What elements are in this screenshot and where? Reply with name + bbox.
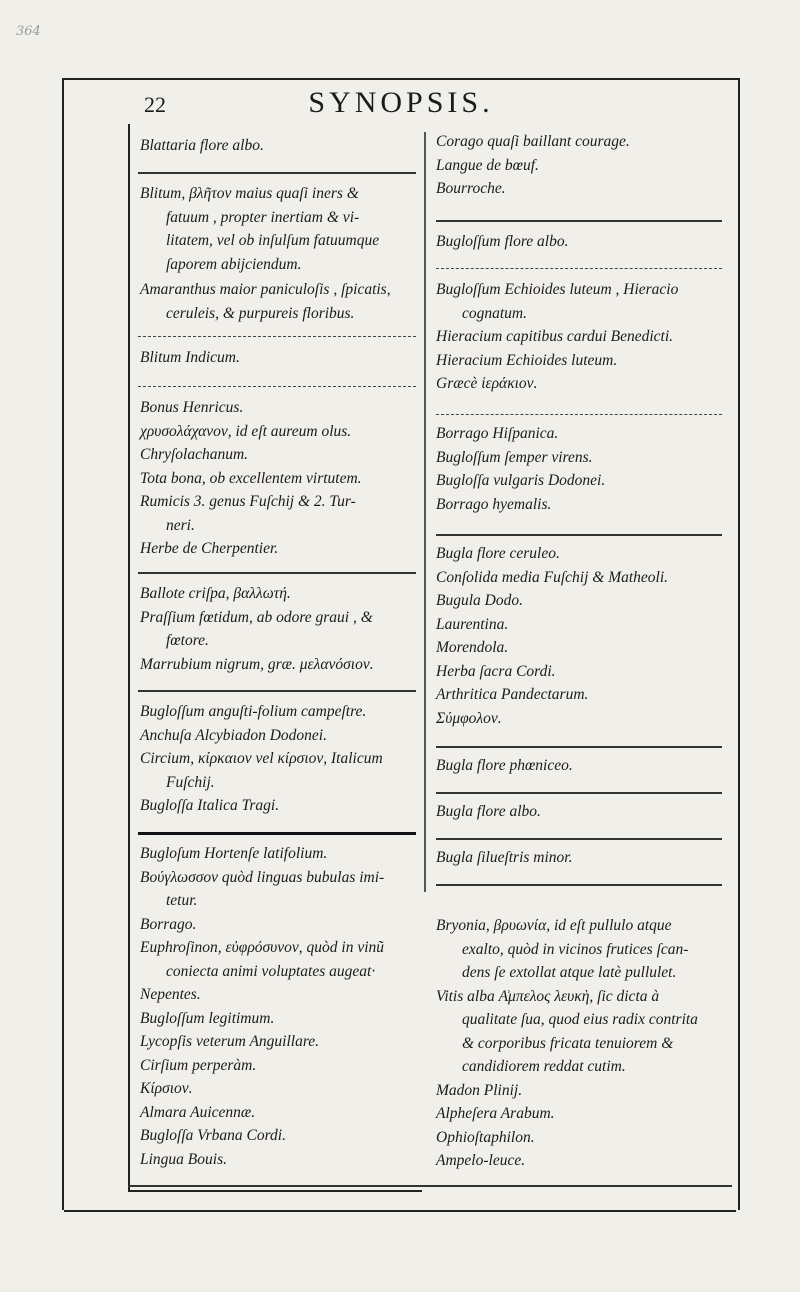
text-line: Bryonia, βρυωνία, id eſt pullulo atque — [436, 917, 672, 934]
page-frame — [62, 78, 740, 1210]
entry-bugla-silvestris — [436, 846, 728, 870]
page-bottom-rule — [64, 1210, 736, 1212]
text-line: Græcè ἱεράκιον. — [436, 375, 538, 392]
margin-note: 364 — [16, 24, 41, 39]
entry-rule — [436, 534, 722, 536]
entry-blattaria — [140, 134, 422, 158]
entry-buglossum-echioides — [436, 278, 728, 396]
entry-rule — [138, 172, 416, 174]
entry-rule — [436, 884, 722, 886]
text-line: Bugla flore phœniceo. — [436, 757, 573, 774]
text-line: coniecta animi voluptates augeat· — [166, 962, 376, 980]
text-line: Euphroſinon, εὐφρόσυνον, quòd in vinũ — [140, 939, 385, 956]
text-line: candidiorem reddat cutim. — [462, 1058, 626, 1075]
entry-blitum — [140, 182, 422, 276]
entry-amaranthus — [140, 278, 422, 325]
page-number: 22 — [144, 92, 166, 117]
text-line: fatuum , propter inertiam & vi- — [166, 208, 360, 226]
text-line: Vitis alba Α͗μπελος λευκὴ, ſic dicta à — [436, 987, 660, 1005]
text-line: Blitum, βλῆτον maius quaſi iners & — [140, 185, 359, 202]
entry-blitum-indicum — [140, 346, 422, 370]
text-line: Cirſium perperàm. — [140, 1056, 257, 1074]
text-line: fœtore. — [166, 632, 209, 649]
entry-bonus-henricus — [140, 396, 422, 561]
text-line: Bugla flore ceruleo. — [436, 545, 560, 562]
text-line: ſaporem abijciendum. — [166, 255, 302, 273]
entry-corago — [436, 130, 728, 201]
text-line: litatem, vel ob inſulſum fatuumque — [166, 232, 380, 249]
text-line: Bonus Henricus. — [140, 399, 244, 416]
text-line: Laurentina. — [436, 615, 509, 633]
text-line: Bugla ſilueſtris minor. — [436, 849, 573, 866]
text-line: Praſſium fœtidum, ab odore graui , & — [140, 608, 373, 626]
column-divider — [424, 132, 426, 892]
text-line: tetur. — [166, 892, 198, 909]
text-line: Bugloſſa Vrbana Cordi. — [140, 1127, 286, 1144]
text-line: Corago quaſi baillant courage. — [436, 133, 630, 150]
text-line: Borrago Hiſpanica. — [436, 425, 559, 442]
entry-rule — [138, 386, 416, 387]
bottom-rule — [128, 1185, 732, 1187]
text-line: Lingua Bouis. — [140, 1150, 227, 1168]
text-line: Ballote criſpa, βαλλωτή. — [140, 585, 291, 602]
page-header — [64, 86, 738, 124]
text-line: Herba ſacra Cordi. — [436, 662, 556, 680]
text-line: Almara Auicennæ. — [140, 1103, 256, 1121]
entry-buglossum-angustifolium — [140, 700, 422, 818]
text-line: Tota bona, ob excellentem virtutem. — [140, 469, 362, 487]
text-line: Bugloſſum flore albo. — [436, 233, 569, 250]
text-line: Marrubium nigrum, græ. μελανόσιον. — [140, 655, 374, 673]
left-column — [128, 124, 422, 1192]
text-line: ceruleis, & purpureis floribus. — [166, 304, 355, 322]
text-line: dens ſe extollat atque latè pullulet. — [462, 964, 677, 981]
text-line: Bugloſſa vulgaris Dodonei. — [436, 472, 606, 489]
text-line: Bugla flore albo. — [436, 803, 541, 820]
text-line: Rumicis 3. genus Fuſchij & 2. Tur- — [140, 493, 356, 510]
entry-rule — [436, 838, 722, 840]
text-line: Hieracium capitibus cardui Benedicti. — [436, 328, 674, 345]
text-line: Bugloſſum Echioides luteum , Hieracio — [436, 281, 679, 298]
text-line: Bugloſſum anguſti-folium campeſtre. — [140, 703, 367, 720]
entry-rule — [138, 690, 416, 692]
text-line: Borrago hyemalis. — [436, 495, 552, 513]
text-line: Morendola. — [436, 639, 509, 656]
text-line: Nepentes. — [140, 986, 201, 1003]
entry-bugla-ceruleo — [436, 542, 728, 730]
entry-ballote — [140, 582, 422, 676]
text-line: Bugloſſum ſemper virens. — [436, 448, 593, 466]
text-line: Κίρσιον. — [140, 1080, 193, 1097]
text-line: Hieracium Echioides luteum. — [436, 351, 618, 369]
entry-rule — [436, 414, 722, 415]
text-line: Bourroche. — [436, 180, 506, 197]
text-line: Conſolida media Fuſchij & Matheoli. — [436, 568, 669, 586]
text-line: Alpheſera Arabum. — [436, 1105, 555, 1122]
text-line: Bugloſſum legitimum. — [140, 1009, 275, 1027]
text-line: χρυσολάχανον, id eſt aureum olus. — [140, 422, 352, 440]
entry-borrago-hispanica — [436, 422, 728, 516]
entry-rule — [138, 336, 416, 337]
text-line: Bugloſum Hortenſe latifolium. — [140, 845, 328, 862]
text-line: Σύμφολον. — [436, 709, 502, 727]
text-line: Amaranthus maior paniculoſis , ſpicatis, — [140, 281, 391, 298]
text-line: Ampelo-leuce. — [436, 1152, 526, 1169]
text-line: exalto, quòd in vicinos frutices ſcan- — [462, 940, 689, 958]
entry-rule — [436, 268, 722, 269]
entry-buglossum-albo — [436, 230, 728, 254]
text-line: Borrago. — [140, 915, 197, 933]
text-line: Blattaria flore albo. — [140, 137, 264, 154]
text-line: Circium, κίρκαιον vel κίρσιον, Italicum — [140, 750, 383, 767]
running-title: SYNOPSIS. — [308, 86, 494, 119]
entry-bugla-phoeniceo — [436, 754, 728, 778]
text-line: Arthritica Pandectarum. — [436, 686, 589, 703]
text-line: & corporibus fricata tenuiorem & — [462, 1034, 674, 1052]
entry-buglosum-hortense — [140, 842, 422, 1171]
entry-rule — [436, 792, 722, 794]
entry-rule — [138, 832, 416, 835]
text-line: Madon Plinij. — [436, 1081, 523, 1099]
text-line: Langue de bœuf. — [436, 156, 539, 174]
text-line: Anchuſa Alcybiadon Dodonei. — [140, 726, 327, 744]
text-line: Blitum Indicum. — [140, 349, 240, 366]
text-line: Bugula Dodo. — [436, 592, 523, 609]
entry-rule — [436, 220, 722, 222]
text-line: Fuſchij. — [166, 773, 215, 791]
text-line: Βούγλωσσον quòd linguas bubulas imi- — [140, 868, 385, 886]
text-line: cognatum. — [462, 304, 528, 322]
text-line: Herbe de Cherpentier. — [140, 540, 279, 557]
entry-rule — [138, 572, 416, 574]
text-line: Ophioſtaphilon. — [436, 1128, 535, 1146]
text-line: neri. — [166, 516, 195, 534]
text-line: Chryſolachanum. — [140, 446, 249, 463]
entry-bugla-albo — [436, 800, 728, 824]
text-line: Bugloſſa Italica Tragi. — [140, 797, 280, 814]
entry-bryonia — [436, 914, 728, 1173]
text-line: qualitate ſua, quod eius radix contrita — [462, 1011, 698, 1028]
entry-rule — [436, 746, 722, 748]
text-line: Lycopſis veterum Anguillare. — [140, 1033, 320, 1050]
